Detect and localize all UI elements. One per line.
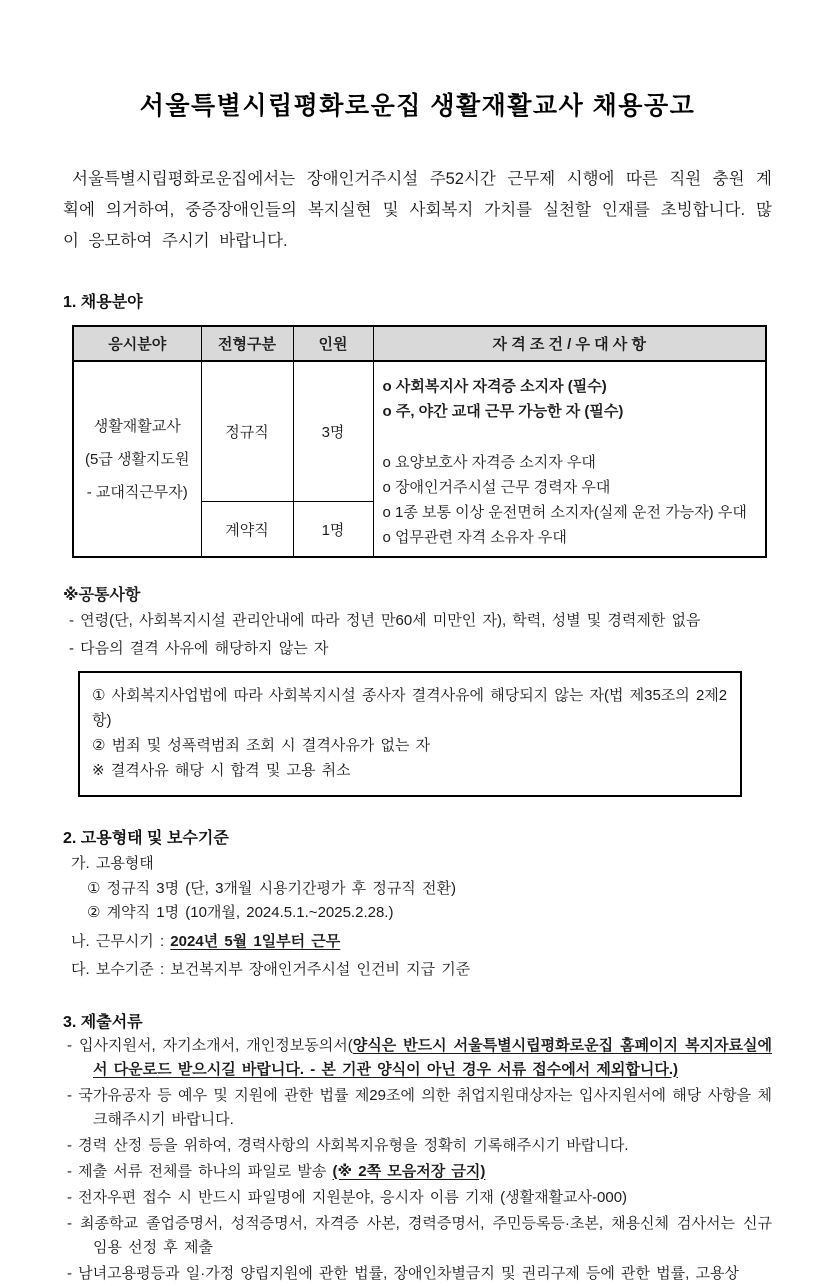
common-heading: ※공통사항 bbox=[63, 587, 141, 604]
intro-paragraph: 서울특별시립평화로운집에서는 장애인거주시설 주52시간 근무제 시행에 따른 직원 충원 계획에 의거하여, 중증장애인들의 복지실현 및 사회복지 가치를 실천할 인재를 초빙합니다. 많이 응모하여 주시기 바랍니다. bbox=[63, 170, 772, 250]
qualification-preferred: o 1종 보통 이상 운전면허 소지자(실제 운전 가능자) 우대 bbox=[382, 504, 747, 521]
box-item: ① 사회복지사업법에 따라 사회복지시설 종사자 결격사유에 해당되지 않는 자(법 제35조의 2제2항) bbox=[92, 687, 728, 729]
submission-item: - 전자우편 접수 시 반드시 파일명에 지원분야, 응시자 이름 기재 (생활재활교사-000) bbox=[67, 1188, 628, 1206]
header-cell-count: 인원 bbox=[293, 326, 373, 361]
work-start-line bbox=[63, 930, 772, 955]
submission-item: - 경력 산정 등을 위하여, 경력사항의 사회복지유형을 정확히 기록해주시기 바랍니다. bbox=[67, 1136, 629, 1154]
qualification-preferred: o 장애인거주시설 근무 경력자 우대 bbox=[382, 479, 611, 496]
common-item: - 다음의 결격 사유에 해당하지 않는 자 bbox=[69, 640, 329, 657]
pay-standard-line: 다. 보수기준 : 보건복지부 장애인거주시설 인건비 지급 기준 bbox=[71, 961, 471, 978]
employment-type-label: 가. 고용형태 bbox=[71, 855, 154, 872]
work-start-label: 나. 근무시기 : bbox=[71, 932, 171, 950]
section-recruit-field bbox=[63, 289, 772, 558]
qualification-spacer bbox=[383, 424, 760, 450]
table-header-row bbox=[73, 326, 766, 361]
submission-item bbox=[63, 1034, 772, 1082]
employment-item: ① 정규직 3명 (단, 3개월 시용기간평가 후 정규직 전환) bbox=[87, 879, 456, 897]
section3-heading: 3. 제출서류 bbox=[63, 1013, 143, 1031]
recruit-table bbox=[72, 325, 767, 558]
submission-item bbox=[63, 1160, 772, 1184]
header-cell-qualification: 자 격 조 건 / 우 대 사 항 bbox=[373, 326, 766, 361]
submission-item: - 남녀고용평등과 일·가정 양립지원에 관한 법률, 장애인차별금지 및 권리구제 등에 관한 법률, 고용상 bbox=[67, 1264, 739, 1282]
work-start-value: 2024년 5월 1일부터 근무 bbox=[170, 932, 341, 950]
qualification-required: o 사회복지사 자격증 소지자 (필수) bbox=[382, 378, 607, 395]
cell-qualifications bbox=[373, 361, 766, 557]
submission-item-text: - 제출 서류 전체를 하나의 파일로 발송 bbox=[67, 1162, 333, 1180]
section-submission-documents bbox=[63, 1009, 772, 1286]
qualification-preferred: o 요양보호사 자격증 소지자 우대 bbox=[382, 454, 596, 471]
header-cell-field: 응시분야 bbox=[73, 326, 201, 361]
field-line: (5급 생활지도원 bbox=[85, 450, 190, 468]
submission-item-text: - 입사지원서, 자기소개서, 개인정보동의서( bbox=[67, 1036, 353, 1054]
section-employment-pay bbox=[63, 825, 772, 983]
cell-count-regular: 3명 bbox=[293, 361, 373, 502]
submission-item-emphasis: (※ 2쪽 모음저장 금지) bbox=[332, 1162, 486, 1180]
employment-item: ② 계약직 1명 (10개월, 2024.5.1.~2025.2.28.) bbox=[87, 904, 394, 921]
qualification-preferred: o 업무관련 자격 소유자 우대 bbox=[382, 529, 567, 546]
qualification-required: o 주, 야간 교대 근무 가능한 자 (필수) bbox=[382, 403, 624, 420]
box-item: ② 범죄 및 성폭력범죄 조회 시 결격사유가 없는 자 bbox=[92, 737, 431, 754]
cell-recruit-field bbox=[73, 361, 201, 557]
page-title: 서울특별시립평화로운집 생활재활교사 채용공고 bbox=[139, 92, 696, 120]
cell-type-contract: 계약직 bbox=[201, 502, 293, 557]
submission-item-emphasis: 양식은 반드시 서울특별시립평화로운집 홈페이지 복지자료실에서 다운로드 받으시길 바랍니다. - 본 기관 양식이 아닌 경우 서류 접수에서 제외합니다.) bbox=[93, 1036, 772, 1078]
cell-type-regular: 정규직 bbox=[201, 361, 293, 502]
section2-heading: 2. 고용형태 및 보수기준 bbox=[63, 830, 229, 847]
box-item: ※ 결격사유 해당 시 합격 및 고용 취소 bbox=[92, 762, 351, 779]
disqualification-box bbox=[78, 671, 742, 797]
cell-count-contract: 1명 bbox=[293, 502, 373, 557]
submission-item: - 국가유공자 등 예우 및 지원에 관한 법률 제29조에 의한 취업지원대상자는 입사지원서에 해당 사항을 체크해주시기 바랍니다. bbox=[67, 1086, 772, 1128]
common-item: - 연령(단, 사회복지시설 관리안내에 따라 정년 만60세 미만인 자), 학력, 성별 및 경력제한 없음 bbox=[69, 612, 701, 629]
field-line: - 교대직근무자) bbox=[86, 483, 188, 501]
header-cell-type: 전형구분 bbox=[201, 326, 293, 361]
table-row bbox=[73, 361, 766, 502]
section1-heading: 1. 채용분야 bbox=[63, 294, 143, 311]
field-line: 생활재활교사 bbox=[93, 417, 181, 435]
section-common-requirements bbox=[63, 582, 772, 797]
submission-item: - 최종학교 졸업증명서, 성적증명서, 자격증 사본, 경력증명서, 주민등록등·초본, 채용신체 검사서는 신규 임용 선정 후 제출 bbox=[67, 1214, 772, 1256]
